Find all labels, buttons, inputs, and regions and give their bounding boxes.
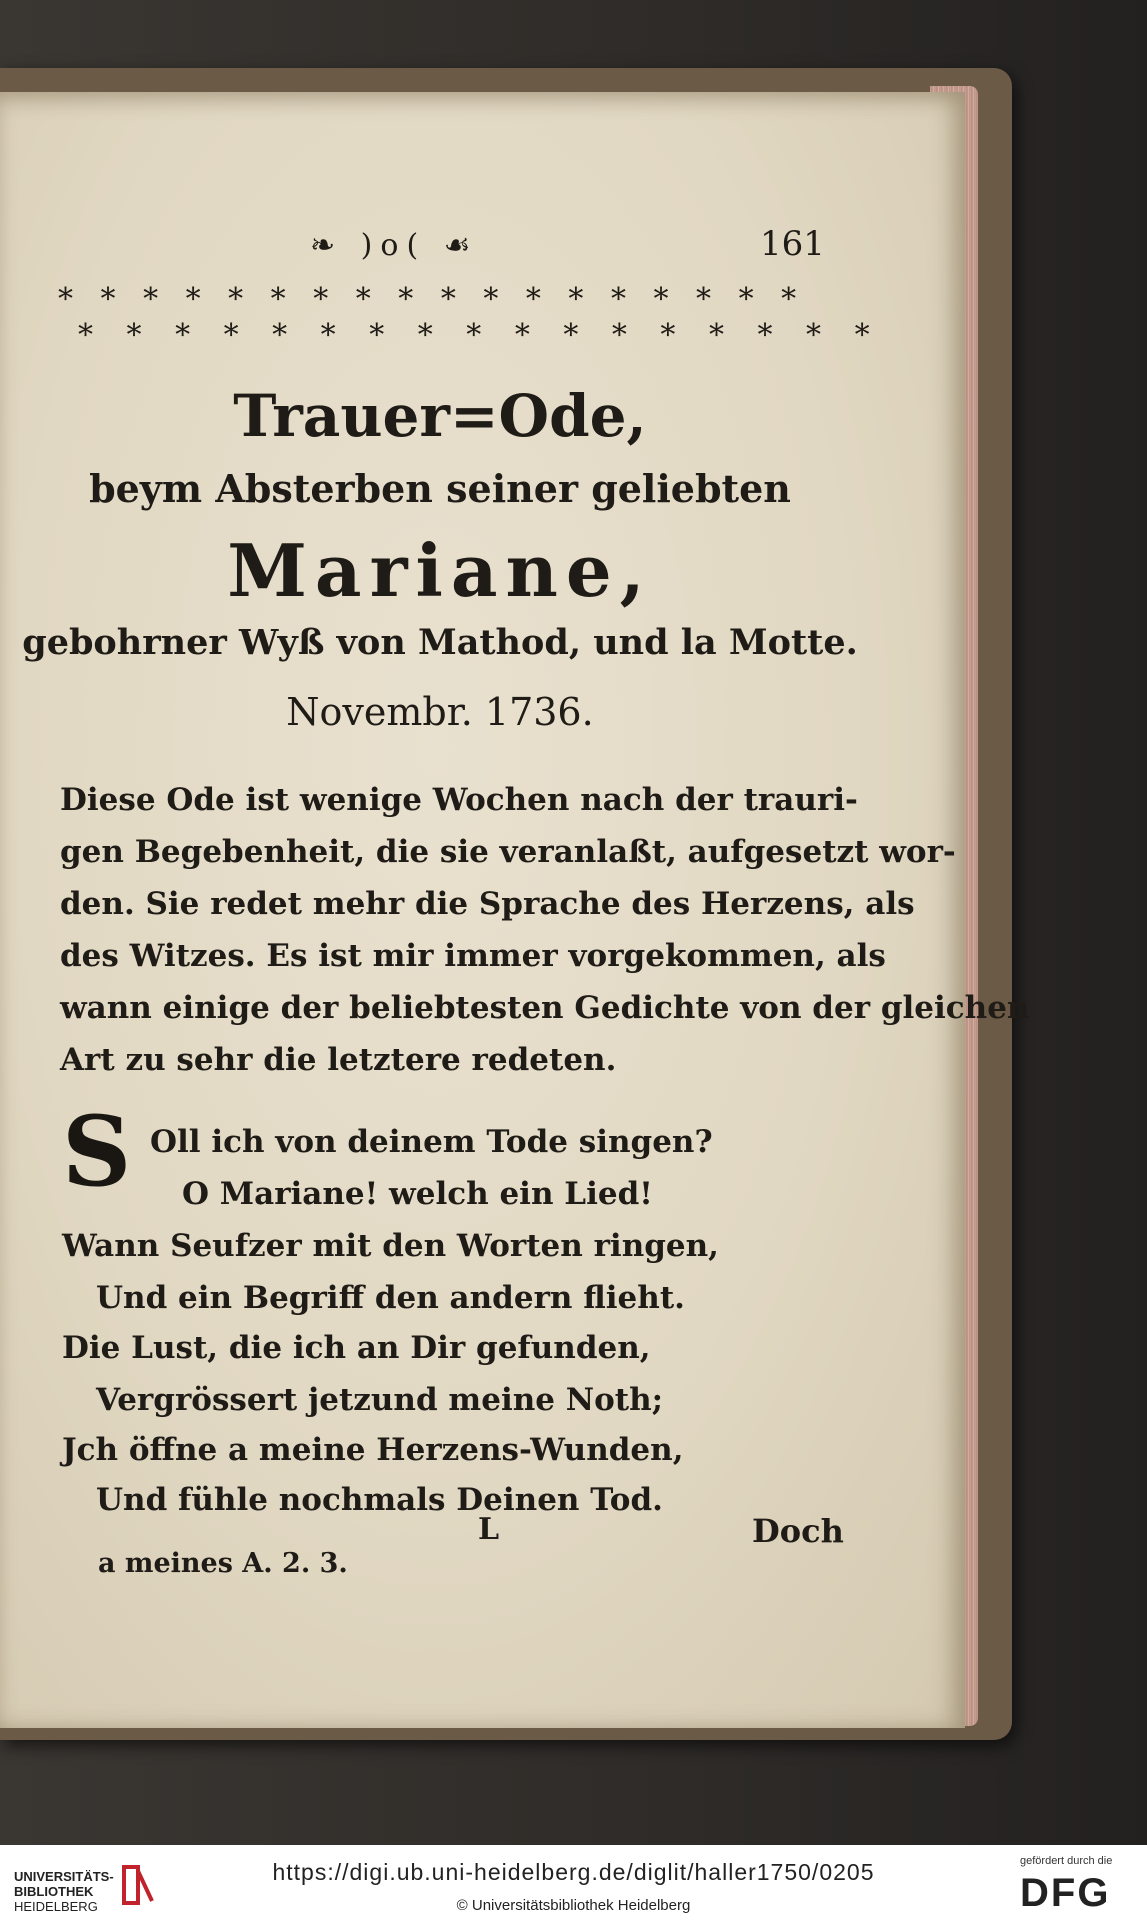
star-border-top: * * * * * * * * * * * * * * * * * * [58, 282, 806, 317]
poem-subtitle: beym Absterben seiner geliebten [89, 466, 791, 511]
verse-line: Oll ich von deinem Tode singen? [150, 1124, 713, 1160]
intro-line: den. Sie redet mehr die Sprache des Herzens, als [60, 886, 915, 922]
intro-line: des Witzes. Es ist mir immer vorgekommen, als [60, 938, 886, 974]
verse-line: O Mariane! welch ein Lied! [182, 1176, 653, 1212]
intro-line: Art zu sehr die letztere redeten. [60, 1042, 617, 1078]
funded-by-label: gefördert durch die [1020, 1855, 1113, 1867]
dfg-logo[interactable]: DFG [1020, 1871, 1111, 1915]
signature-mark: L [478, 1512, 500, 1547]
verse-line: Und ein Begriff den andern flieht. [96, 1280, 685, 1316]
library-name-line3: HEIDELBERG [14, 1899, 98, 1914]
birth-name-line: gebohrner Wyß von Mathod, und la Motte. [22, 622, 858, 663]
copyright-notice: © Universitätsbibliothek Heidelberg [456, 1897, 691, 1914]
star-border-bottom: * * * * * * * * * * * * * * * * * [78, 318, 882, 353]
intro-line: wann einige der beliebtesten Gedichte von der gleichen [60, 990, 1030, 1026]
viewer-footer [0, 1845, 1147, 1928]
verse-line: Wann Seufzer mit den Worten ringen, [62, 1228, 719, 1264]
library-name-line2: BIBLIOTHEK [14, 1884, 94, 1899]
verse-line: Die Lust, die ich an Dir gefunden, [62, 1330, 651, 1366]
library-name-line1: UNIVERSITÄTS- [14, 1869, 114, 1884]
verse-line: Und fühle nochmals Deinen Tod. [96, 1482, 663, 1518]
verse-line: Vergrössert jetzund meine Noth; [96, 1382, 664, 1418]
catchword: Doch [752, 1512, 844, 1550]
poem-title: Trauer=Ode, [233, 382, 647, 450]
intro-line: gen Begebenheit, die sie veranlaßt, aufgesetzt wor- [60, 834, 956, 870]
drop-cap: S [62, 1095, 132, 1208]
page-number: 161 [760, 224, 825, 264]
header-ornament: ❧ )o( ☙ [310, 228, 479, 263]
footnote: a meines A. 2. 3. [98, 1548, 348, 1579]
verse-line: Jch öffne a meine Herzens-Wunden, [62, 1432, 684, 1468]
poem-date: Novembr. 1736. [286, 690, 594, 734]
dedicatee-name: Mariane, [227, 528, 653, 613]
document-url[interactable]: https://digi.ub.uni-heidelberg.de/diglit/haller1750/0205 [272, 1859, 875, 1885]
intro-line: Diese Ode ist wenige Wochen nach der trauri- [60, 782, 858, 818]
